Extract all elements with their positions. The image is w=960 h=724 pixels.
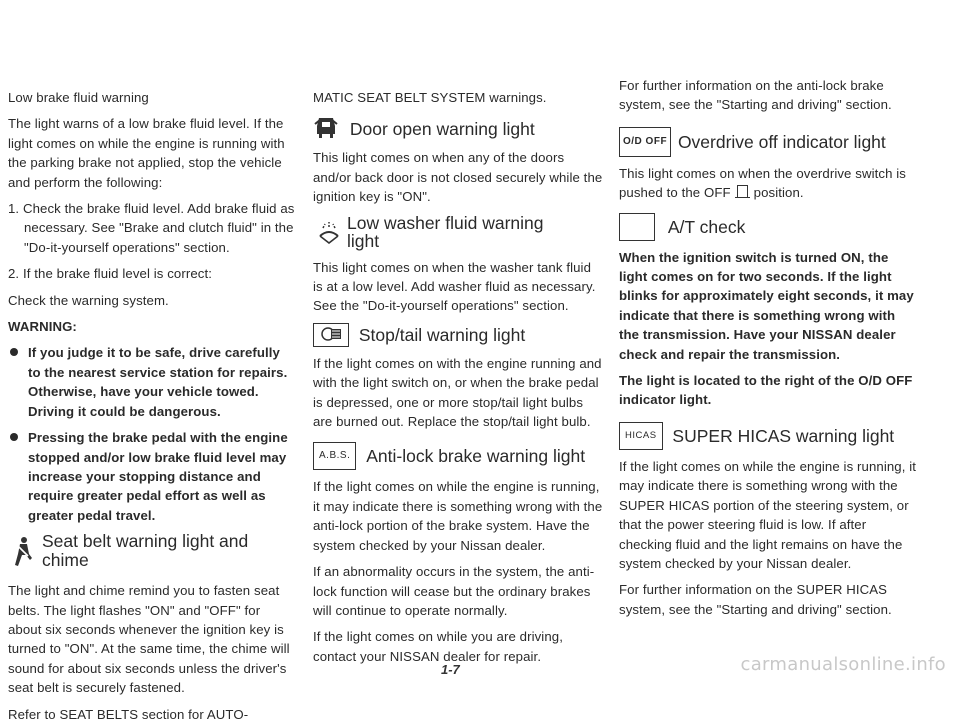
stop-tail-heading xyxy=(313,323,603,347)
hicas-heading-text: SUPER HICAS warning light xyxy=(672,425,895,446)
overdrive-switch-icon xyxy=(737,185,748,198)
seat-belt-paragraph: The light and chime remind you to fasten seat belts. The light flashes "ON" and "OFF" for about six seconds whenever the ignition key is turned to "ON". At the same time, the chime will sound for about six seconds unless the driver's seat belt is securely fastened. xyxy=(8,583,290,696)
abs-paragraph-1: If the light comes on while the engine is running, it may indicate there is something wrong with the anti-lock portion of the brake system. Have the system checked by your Nissan dealer. xyxy=(313,479,603,553)
hicas-paragraph-2: For further information on the SUPER HICAS system, see the "Starting and driving" section. xyxy=(619,582,892,617)
abs-icon: A.B.S. xyxy=(313,442,356,470)
step-1: 1. Check the brake fluid level. Add brake fluid as necessary. See "Brake and clutch fluid" in the "Do-it-yourself operations" section. xyxy=(8,201,295,255)
low-brake-fluid-paragraph: The light warns of a low brake fluid level. If the light comes on while the engine is running with the parking brake not applied, stop the vehicle and perform the following: xyxy=(8,116,285,190)
washer-fluid-paragraph: This light comes on when the washer tank fluid is at a low level. Add washer fluid as necessary. See the "Do-it-yourself operations" section. xyxy=(313,259,596,314)
seat-belt-continued: MATIC SEAT BELT SYSTEM warnings. xyxy=(313,90,547,105)
hicas-paragraph-1: If the light comes on while the engine is running, it may indicate there is something wrong with the SUPER HICAS portion of the steering system, or that the power steering fluid is low. If after checking fluid and the light remains on have the system checked by your Nissan dealer. xyxy=(619,458,917,571)
door-open-heading-text: Door open warning light xyxy=(349,119,535,140)
column-left xyxy=(8,88,296,724)
step-2: 2. If the brake fluid level is correct: xyxy=(8,266,212,282)
washer-fluid-heading xyxy=(313,214,603,254)
abs-further-info: For further information on the anti-lock brake system, see the "Starting and driving" section. xyxy=(619,78,892,113)
overdrive-heading-text: Overdrive off indicator light xyxy=(677,131,886,152)
column-middle xyxy=(313,88,603,666)
column-right xyxy=(619,76,917,619)
warning-label: WARNING: xyxy=(8,319,77,335)
at-check-icon xyxy=(619,213,655,241)
abs-heading-text: Anti-lock brake warning light xyxy=(366,446,586,467)
overdrive-paragraph-b: position. xyxy=(753,185,804,201)
door-open-heading xyxy=(313,114,603,144)
bullet-dot-icon xyxy=(10,433,18,441)
at-check-paragraph-1: When the ignition switch is turned ON, the light comes on for two seconds. If the light blinks for approximately eight seconds, it may indicate that there is something wrong with the transmission. Have your NISSAN dealer check and repair the transmission. xyxy=(619,249,914,362)
at-check-paragraph-2: The light is located to the right of the O/D OFF indicator light. xyxy=(619,373,913,408)
abs-heading xyxy=(313,442,603,470)
overdrive-paragraph xyxy=(619,164,917,203)
door-open-icon xyxy=(313,114,339,144)
abs-paragraph-2: If an abnormality occurs in the system, the anti-lock function will cease but the ordinary brakes will continue to operate normally. xyxy=(313,564,595,618)
warning-bullet-2-text: Pressing the brake pedal with the engine stopped and/or low brake fluid level may increase your stopping distance and require greater pedal effort as well as greater pedal travel. xyxy=(28,430,288,523)
check-warning-text: Check the warning system. xyxy=(8,292,169,308)
seat-belt-refer: Refer to SEAT BELTS section for AUTO- xyxy=(8,706,249,722)
hicas-heading xyxy=(619,422,917,450)
seat-belt-warning-icon xyxy=(12,536,34,572)
warning-bullet-1-text: If you judge it to be safe, drive carefully to the nearest service station for repairs. Otherwise, have your vehicle towed. Driving it could be dangerous. xyxy=(28,345,288,419)
stop-tail-paragraph: If the light comes on with the engine running and with the light switch on, or when the brake pedal is depressed, one or more stop/tail light bulbs are burned out. Replace the stop/tail light bulb. xyxy=(313,355,602,430)
stop-tail-icon xyxy=(313,323,349,347)
seat-belt-heading xyxy=(8,532,296,574)
page-number: 1-7 xyxy=(441,662,460,677)
overdrive-heading xyxy=(619,127,917,157)
stop-tail-heading-text: Stop/tail warning light xyxy=(358,324,526,345)
abs-paragraph-3: If the light comes on while you are driving, contact your NISSAN dealer for repair. xyxy=(313,629,563,664)
hicas-icon: HICAS xyxy=(619,422,663,450)
overdrive-off-icon: O/D OFF xyxy=(619,127,671,157)
door-open-paragraph: This light comes on when any of the doors and/or back door is not closed securely while the ignition key is "ON". xyxy=(313,150,603,205)
washer-fluid-icon xyxy=(317,222,341,248)
low-brake-fluid-heading: Low brake fluid warning xyxy=(8,90,149,105)
watermark-text: carmanualsonline.info xyxy=(740,654,946,675)
warning-bullet-2 xyxy=(8,428,296,525)
at-check-heading-text: A/T check xyxy=(667,216,746,237)
seat-belt-heading-text: Seat belt warning light and chime xyxy=(42,531,249,571)
overdrive-paragraph-a: This light comes on when the overdrive switch is pushed to the OFF xyxy=(619,165,906,201)
at-check-heading xyxy=(619,213,917,241)
warning-bullet-1 xyxy=(8,343,296,421)
bullet-dot-icon xyxy=(10,348,18,356)
washer-fluid-heading-text: Low washer fluid warning light xyxy=(347,212,544,251)
